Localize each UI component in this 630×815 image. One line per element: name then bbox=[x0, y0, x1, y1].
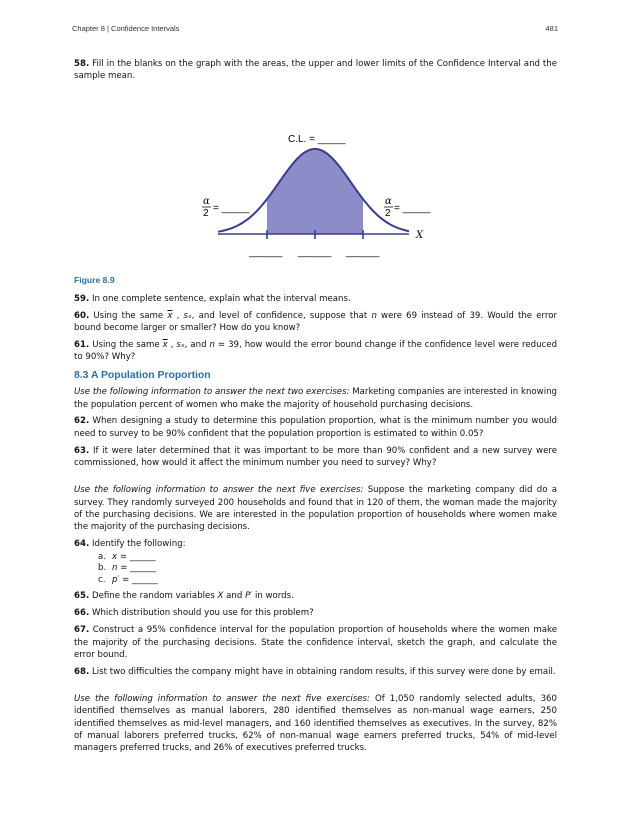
exercise-text: Construct a 95% confidence interval for the population proportion of households where the women make the majority of the purchasing decisions. State the confidence interval, sketch the graph, and calculate the error bound. bbox=[74, 625, 557, 661]
item-variable: p′ bbox=[112, 574, 120, 585]
list-item bbox=[98, 575, 557, 587]
sample-mean-blank: ______ bbox=[298, 247, 332, 259]
upper-limit-blank: ______ bbox=[346, 247, 380, 259]
exercise-text-mid: , and level of confidence, suppose that bbox=[191, 310, 368, 321]
item-variable: x bbox=[112, 551, 118, 562]
figure-caption: Figure 8.9 bbox=[74, 275, 115, 286]
axis-variable-label: X bbox=[416, 230, 424, 242]
exercise-text-end: were 69 instead of 39. Would the error bound become larger or smaller? How do you know? bbox=[74, 310, 557, 334]
page-number: 481 bbox=[545, 24, 558, 33]
exercise-number: 63. bbox=[74, 445, 90, 456]
exercise-text: List two difficulties the company might have in obtaining random results, if this survey were done by email. bbox=[91, 666, 556, 677]
n-symbol: n bbox=[209, 339, 215, 350]
exercise-63 bbox=[74, 445, 557, 470]
exercise-text-end: = 39, how would the error bound change if the confidence level were reduced to 90%? Why? bbox=[74, 339, 558, 363]
left-area-blank: = _____ bbox=[213, 203, 250, 215]
spacer bbox=[74, 683, 557, 693]
item-variable: n bbox=[112, 563, 118, 574]
left-alpha-numerator: α bbox=[203, 196, 210, 208]
exercise-66 bbox=[74, 607, 557, 619]
intro-five-exercises bbox=[74, 484, 557, 534]
item-blank: = ______ bbox=[117, 551, 156, 562]
right-alpha-numerator: α bbox=[385, 196, 392, 208]
shaded-confidence-area bbox=[267, 149, 363, 234]
exercise-text-start: Using the same bbox=[93, 310, 164, 321]
confidence-level-label: C.L. = _____ bbox=[288, 134, 346, 146]
variable-x: X bbox=[217, 591, 224, 602]
intro-truck-exercises bbox=[74, 693, 557, 755]
exercise-number: 62. bbox=[74, 416, 90, 427]
exercise-59 bbox=[74, 293, 557, 305]
exercise-67 bbox=[74, 624, 557, 661]
exercise-number: 67. bbox=[74, 625, 90, 636]
list-item bbox=[98, 563, 557, 575]
exercise-number: 58. bbox=[74, 59, 90, 69]
exercise-60: 60. Using the same $\overline{x}$ , sₓ, and level of confidence, suppose that n were 69 instead of 39. Would the error bound become larger or smaller? How do you know? bbox=[74, 310, 557, 334]
exercise-68 bbox=[74, 666, 557, 678]
exercise-text: In one complete sentence, explain what the interval means. bbox=[91, 293, 351, 304]
intro-lead: Use the following information to answer the next five exercises: bbox=[74, 693, 370, 704]
item-blank: = ______ bbox=[117, 563, 156, 574]
x-bar-symbol: $\overline{x}$ bbox=[162, 339, 168, 350]
exercise-64 bbox=[74, 538, 557, 550]
exercise-text-start: Using the same bbox=[92, 339, 160, 350]
right-alpha-denominator: 2 bbox=[385, 208, 391, 220]
intro-text: Suppose the marketing company did do a survey. They randomly surveyed 200 households and found that in 120 of them, the woman made the majority of the purchasing decisions. We are interested in the population proportion of households where women make the majority of the purchasing decisions. bbox=[74, 485, 558, 533]
exercise-number: 65. bbox=[74, 591, 90, 602]
list-item bbox=[98, 552, 557, 564]
exercise-number: 61. bbox=[74, 339, 90, 350]
exercise-58 bbox=[74, 58, 557, 83]
exercise-text-end: in words. bbox=[254, 591, 294, 602]
exercise-text-mid: , and bbox=[184, 339, 207, 350]
variable-p-prime: P′ bbox=[245, 591, 253, 602]
exercise-number: 60. bbox=[74, 310, 90, 321]
x-bar-symbol: $\overline{x}$ bbox=[167, 310, 173, 321]
spacer bbox=[74, 474, 557, 484]
intro-lead: Use the following information to answer the next five exercises: bbox=[74, 485, 364, 496]
intro-two-exercises bbox=[74, 386, 557, 411]
exercise-text: Fill in the blanks on the graph with the areas, the upper and lower limits of the Confidence Interval and the sample mean. bbox=[74, 59, 557, 82]
intro-text: Of 1,050 randomly selected adults, 360 identified themselves as manual laborers, 280 identified themselves as non-manual wage earners, 250 identified themselves as mid-level managers, and 160 identified themselves as executives. In the survey, 82% of manual laborers preferred trucks, 62% of non-manual wage earners preferred trucks, 54% of mid-level managers preferred trucks, and 26% of executives preferred trucks. bbox=[74, 693, 557, 754]
exercise-text: When designing a study to determine this population proportion, what is the minimum number you would need to survey to be 90% confident that the population proportion is estimated to within 0.05? bbox=[74, 416, 557, 439]
exercise-text: Which distribution should you use for this problem? bbox=[91, 608, 314, 619]
n-symbol: n bbox=[371, 310, 377, 321]
intro-text: Marketing companies are interested in knowing the population percent of women who make the majority of household purchasing decisions. bbox=[74, 387, 557, 410]
item-label: a. bbox=[98, 551, 106, 562]
item-label: c. bbox=[98, 574, 106, 585]
left-alpha-denominator: 2 bbox=[203, 208, 209, 220]
exercise-62 bbox=[74, 415, 557, 440]
item-label: b. bbox=[98, 563, 107, 574]
exercise-text: If it were later determined that it was important to be more than 90% confident and a new survey were commissioned, how would it affect the minimum number you need to survey? Why? bbox=[74, 445, 558, 469]
section-heading: 8.3 A Population Proportion bbox=[74, 369, 211, 381]
exercise-61: 61. Using the same $\overline{x}$ , sₓ, and n = 39, how would the error bound change if the confidence level were reduced to 90%? Why? bbox=[74, 339, 558, 363]
running-header: Chapter 8 | Confidence Intervals bbox=[72, 24, 180, 33]
sample-sd-symbol: sₓ bbox=[176, 339, 185, 350]
exercise-text: Identify the following: bbox=[91, 539, 186, 550]
sample-sd-symbol: sₓ bbox=[183, 310, 192, 321]
exercise-number: 66. bbox=[74, 608, 90, 619]
page-content bbox=[74, 58, 557, 759]
exercise-number: 59. bbox=[74, 293, 90, 304]
item-blank: = ______ bbox=[119, 574, 158, 585]
identify-list bbox=[74, 552, 557, 587]
right-area-blank: = _____ bbox=[394, 203, 431, 215]
exercise-number: 64. bbox=[74, 539, 90, 550]
normal-curve-graph bbox=[74, 87, 557, 270]
exercise-text-and: and bbox=[226, 591, 243, 602]
exercise-65 bbox=[74, 590, 557, 602]
intro-lead: Use the following information to answer the next two exercises: bbox=[74, 387, 350, 398]
figure-normal-curve bbox=[74, 87, 557, 270]
exercise-number: 68. bbox=[74, 666, 90, 677]
lower-limit-blank: ______ bbox=[249, 247, 283, 259]
exercise-text-start: Define the random variables bbox=[91, 591, 215, 602]
